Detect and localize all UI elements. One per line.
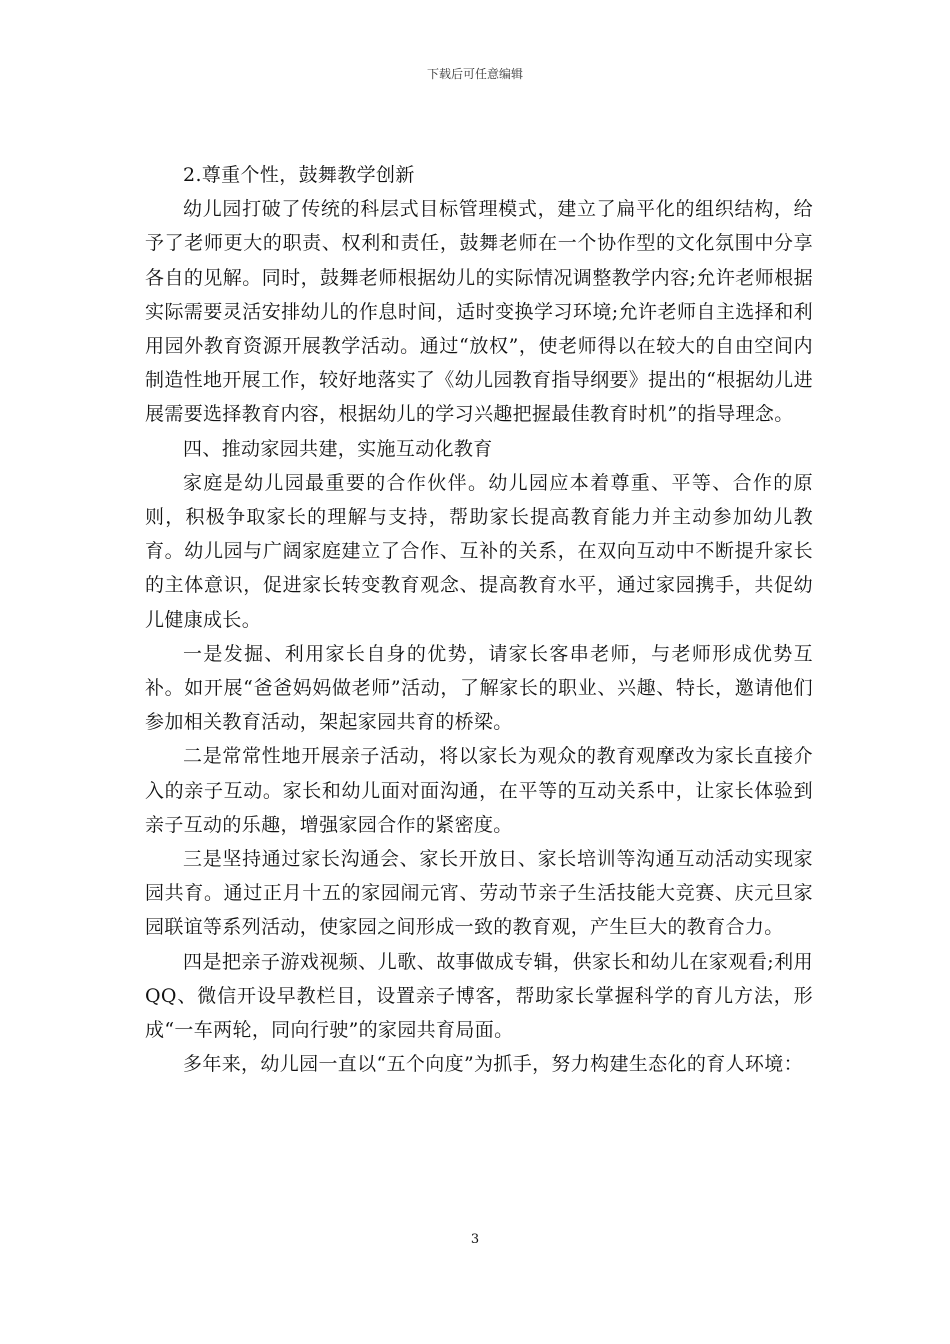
document-body [145, 158, 813, 1081]
section-heading-respect-individuality: 2.尊重个性，鼓舞教学创新 [183, 164, 415, 186]
paragraph-point-one: 一是发掘、利用家长自身的优势，请家长客串老师，与老师形成优势互补。如开展“爸爸妈妈做老师”活动，了解家长的职业、兴趣、特长，邀请他们参加相关教育活动，架起家园共育的桥梁。 [145, 642, 813, 734]
paragraph-point-four: 四是把亲子游戏视频、儿歌、故事做成专辑，供家长和幼儿在家观看;利用QQ、微信开设早教栏目，设置亲子博客，帮助家长掌握科学的育儿方法，形成“一车两轮，同向行驶”的家园共育局面。 [145, 950, 813, 1042]
paragraph-family-partner: 家庭是幼儿园最重要的合作伙伴。幼儿园应本着尊重、平等、合作的原则，积极争取家长的理解与支持，帮助家长提高教育能力并主动参加幼儿教育。幼儿园与广阔家庭建立了合作、互补的关系，在双向互动中不断提升家长的主体意识，促进家长转变教育观念、提高教育水平，通过家园携手，共促幼儿健康成长。 [145, 471, 813, 631]
paragraph-flat-organization: 幼儿园打破了传统的科层式目标管理模式，建立了扁平化的组织结构，给予了老师更大的职责、权利和责任，鼓舞老师在一个协作型的文化氛围中分享各自的见解。同时，鼓舞老师根据幼儿的实际情况调整教学内容;允许老师根据实际需要灵活安排幼儿的作息时间，适时变换学习环境;允许老师自主选择和利用园外教育资源开展教学活动。通过“放权”，使老师得以在较大的自由空间内制造性地开展工作，较好地落实了《幼儿园教育指导纲要》提出的“根据幼儿进展需要选择教育内容，根据幼儿的学习兴趣把握最佳教育时机”的指导理念。 [145, 198, 813, 426]
paragraph-point-two: 二是常常性地开展亲子活动，将以家长为观众的教育观摩改为家长直接介入的亲子互动。家长和幼儿面对面沟通，在平等的互动关系中，让家长体验到亲子互动的乐趣，增强家园合作的紧密度。 [145, 745, 813, 836]
page-number: 3 [470, 1232, 480, 1247]
paragraph-point-three: 三是坚持通过家长沟通会、家长开放日、家长培训等沟通互动活动实现家园共育。通过正月十五的家园闹元宵、劳动节亲子生活技能大竞赛、庆元旦家园联谊等系列活动，使家园之间形成一致的教育观，产生巨大的教育合力。 [145, 848, 813, 939]
page-header: 下载后可任意编辑 [426, 67, 523, 81]
paragraph-five-dimensions: 多年来，幼儿园一直以“五个向度”为抓手，努力构建生态化的育人环境： [183, 1053, 803, 1076]
section-heading-home-school: 四、推动家园共建，实施互动化教育 [183, 437, 493, 460]
